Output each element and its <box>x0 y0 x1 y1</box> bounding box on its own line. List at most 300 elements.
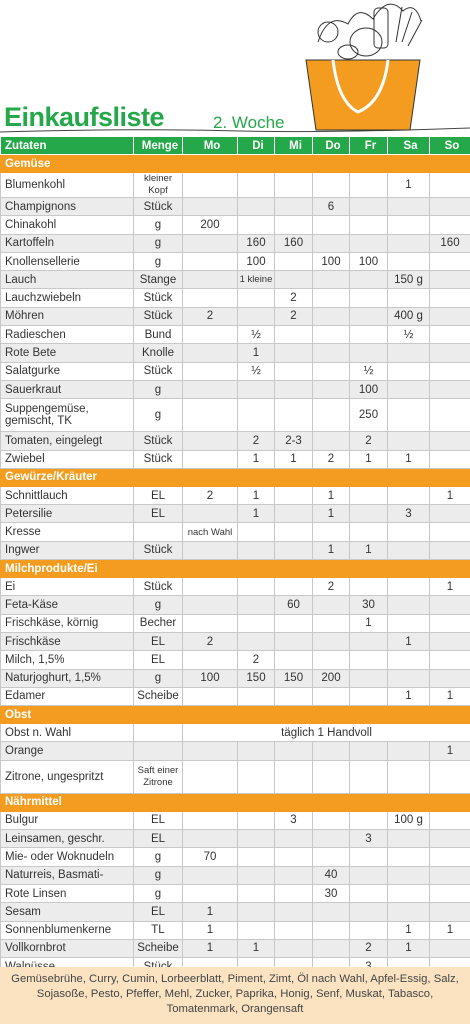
table-cell <box>134 742 183 760</box>
table-cell: Lauch <box>1 271 134 289</box>
table-cell <box>350 307 388 325</box>
table-cell: Mie- oder Woknudeln <box>1 848 134 866</box>
table-row <box>1 866 470 884</box>
table-cell: Kresse <box>1 523 134 541</box>
table-cell <box>350 234 388 252</box>
table-row <box>1 362 470 380</box>
table-cell <box>183 234 238 252</box>
table-cell <box>388 614 430 632</box>
table-cell: g <box>134 252 183 270</box>
table-cell <box>275 760 313 793</box>
table-cell: Milch, 1,5% <box>1 651 134 669</box>
table-cell: 1 <box>430 578 470 596</box>
table-cell: 1 <box>430 486 470 504</box>
table-cell: g <box>134 866 183 884</box>
table-cell <box>350 173 388 198</box>
table-cell: 100 g <box>388 811 430 829</box>
table-cell <box>313 216 350 234</box>
table-row <box>1 289 470 307</box>
table-cell <box>275 271 313 289</box>
section-header <box>1 560 470 578</box>
table-cell <box>430 541 470 559</box>
table-cell <box>275 362 313 380</box>
section-header <box>1 155 470 173</box>
table-cell: g <box>134 669 183 687</box>
table-cell <box>275 921 313 939</box>
table-cell: 160 <box>238 234 275 252</box>
table-cell <box>275 198 313 216</box>
table-cell: 30 <box>350 596 388 614</box>
table-cell <box>388 669 430 687</box>
header <box>0 0 470 138</box>
table-cell: 100 <box>350 380 388 398</box>
table-cell <box>183 271 238 289</box>
table-cell: Vollkornbrot <box>1 939 134 957</box>
table-row <box>1 614 470 632</box>
table-cell <box>350 687 388 705</box>
table-cell <box>313 234 350 252</box>
table-cell <box>313 173 350 198</box>
table-cell <box>350 866 388 884</box>
col-header: Mi <box>275 137 313 155</box>
table-row <box>1 541 470 559</box>
table-cell: g <box>134 234 183 252</box>
table-cell <box>430 903 470 921</box>
table-cell: 2 <box>238 432 275 450</box>
table-cell: nach Wahl <box>183 523 238 541</box>
table-cell <box>183 326 238 344</box>
table-cell: 100 <box>313 252 350 270</box>
table-cell <box>275 486 313 504</box>
table-cell: Zitrone, ungespritzt <box>1 760 134 793</box>
table-cell: Stück <box>134 578 183 596</box>
table-cell: Stück <box>134 450 183 468</box>
table-cell <box>350 903 388 921</box>
table-cell <box>430 505 470 523</box>
table-cell: 6 <box>313 198 350 216</box>
table-cell: g <box>134 380 183 398</box>
table-cell <box>388 884 430 902</box>
table-cell: Rote Bete <box>1 344 134 362</box>
table-cell: 2 <box>350 432 388 450</box>
table-cell: ½ <box>388 326 430 344</box>
table-row <box>1 939 470 957</box>
table-cell <box>313 811 350 829</box>
table-cell <box>388 198 430 216</box>
table-cell: 1 <box>430 742 470 760</box>
table-cell <box>238 289 275 307</box>
table-cell: 3 <box>275 811 313 829</box>
table-cell: 1 <box>430 687 470 705</box>
table-cell <box>350 760 388 793</box>
table-cell <box>183 344 238 362</box>
table-cell: Stück <box>134 432 183 450</box>
table-cell <box>430 362 470 380</box>
table-cell: Edamer <box>1 687 134 705</box>
table-cell <box>388 578 430 596</box>
table-cell: 1 <box>388 632 430 650</box>
table-cell: g <box>134 884 183 902</box>
table-cell <box>430 198 470 216</box>
table-cell <box>275 216 313 234</box>
table-cell: Stange <box>134 271 183 289</box>
table-cell <box>430 432 470 450</box>
table-cell <box>275 903 313 921</box>
table-cell: EL <box>134 830 183 848</box>
table-cell <box>275 632 313 650</box>
section-title: Gemüse <box>1 155 470 173</box>
table-row <box>1 380 470 398</box>
table-cell <box>350 632 388 650</box>
table-cell <box>183 198 238 216</box>
table-cell: 1 <box>350 541 388 559</box>
table-cell: Bulgur <box>1 811 134 829</box>
table-cell <box>238 216 275 234</box>
table-cell <box>430 614 470 632</box>
table-row <box>1 578 470 596</box>
table-cell <box>388 289 430 307</box>
table-cell <box>350 742 388 760</box>
table-row <box>1 632 470 650</box>
table-cell <box>183 811 238 829</box>
table-cell: ½ <box>238 326 275 344</box>
table-row <box>1 830 470 848</box>
table-cell <box>238 884 275 902</box>
table-cell: Zwiebel <box>1 450 134 468</box>
table-cell: Naturreis, Basmati- <box>1 866 134 884</box>
table-cell: 100 <box>183 669 238 687</box>
table-cell: EL <box>134 505 183 523</box>
table-cell: Stück <box>134 198 183 216</box>
table-cell <box>183 541 238 559</box>
table-cell <box>275 939 313 957</box>
table-cell <box>350 486 388 504</box>
table-cell <box>183 760 238 793</box>
table-cell: Ingwer <box>1 541 134 559</box>
table-cell: 160 <box>430 234 470 252</box>
table-cell <box>388 903 430 921</box>
table-cell <box>430 523 470 541</box>
table-cell: 1 <box>238 486 275 504</box>
table-cell: Stück <box>134 541 183 559</box>
table-cell: Kartoffeln <box>1 234 134 252</box>
table-cell: ½ <box>238 362 275 380</box>
table-cell <box>183 614 238 632</box>
table-cell <box>183 289 238 307</box>
table-cell: Suppengemüse, gemischt, TK <box>1 399 134 432</box>
table-cell <box>350 848 388 866</box>
col-header: Do <box>313 137 350 155</box>
table-cell: Frischkäse, körnig <box>1 614 134 632</box>
table-cell: Schnittlauch <box>1 486 134 504</box>
table-cell <box>430 596 470 614</box>
table-cell <box>238 830 275 848</box>
table-cell <box>183 866 238 884</box>
table-cell: 200 <box>183 216 238 234</box>
table-cell: 2 <box>275 289 313 307</box>
table-cell: Lauchzwiebeln <box>1 289 134 307</box>
section-title: Nährmittel <box>1 793 470 811</box>
page-title: Einkaufsliste <box>4 102 165 132</box>
table-cell <box>275 344 313 362</box>
table-cell: g <box>134 596 183 614</box>
table-row <box>1 326 470 344</box>
table-row <box>1 742 470 760</box>
table-cell <box>350 198 388 216</box>
table-cell <box>388 523 430 541</box>
table-cell: Rote Linsen <box>1 884 134 902</box>
table-cell: 150 <box>275 669 313 687</box>
table-cell <box>350 505 388 523</box>
table-cell <box>313 271 350 289</box>
table-cell <box>350 271 388 289</box>
table-cell <box>313 523 350 541</box>
table-row <box>1 198 470 216</box>
table-cell <box>430 939 470 957</box>
table-cell <box>388 541 430 559</box>
table-cell <box>238 921 275 939</box>
table-cell: Frischkäse <box>1 632 134 650</box>
table-cell: 160 <box>275 234 313 252</box>
col-header: Fr <box>350 137 388 155</box>
table-cell <box>430 760 470 793</box>
section-header <box>1 706 470 724</box>
table-cell: 2 <box>183 632 238 650</box>
table-row <box>1 252 470 270</box>
table-cell: Stück <box>134 289 183 307</box>
table-cell: Sonnenblumenkerne <box>1 921 134 939</box>
table-cell <box>388 848 430 866</box>
table-cell <box>313 326 350 344</box>
table-row <box>1 848 470 866</box>
table-cell <box>183 450 238 468</box>
table-cell: 2-3 <box>275 432 313 450</box>
section-header <box>1 468 470 486</box>
table-cell: Sauerkraut <box>1 380 134 398</box>
table-row <box>1 651 470 669</box>
table-cell: 1 <box>388 921 430 939</box>
table-cell <box>430 307 470 325</box>
col-header: Zutaten <box>1 137 134 155</box>
page-subtitle: 2. Woche <box>213 113 285 132</box>
table-cell: 200 <box>313 669 350 687</box>
table-cell: TL <box>134 921 183 939</box>
table-cell <box>275 505 313 523</box>
table-cell: 1 <box>388 450 430 468</box>
table-cell <box>430 289 470 307</box>
table-cell <box>275 884 313 902</box>
table-row <box>1 344 470 362</box>
table-cell <box>430 271 470 289</box>
table-cell: Leinsamen, geschr. <box>1 830 134 848</box>
table-cell: 40 <box>313 866 350 884</box>
table-cell: 1 kleine <box>238 271 275 289</box>
table-row <box>1 760 470 793</box>
table-cell: 250 <box>350 399 388 432</box>
table-row <box>1 271 470 289</box>
table-cell <box>238 399 275 432</box>
table-cell <box>430 632 470 650</box>
table-row <box>1 724 470 742</box>
table-cell <box>275 866 313 884</box>
table-cell <box>350 651 388 669</box>
table-cell: 30 <box>313 884 350 902</box>
table-cell <box>183 399 238 432</box>
table-cell <box>388 344 430 362</box>
table-cell: Chinakohl <box>1 216 134 234</box>
shopping-table <box>0 136 470 976</box>
table-cell <box>313 848 350 866</box>
table-cell: 1 <box>313 541 350 559</box>
table-cell <box>430 830 470 848</box>
table-cell: täglich 1 Handvoll <box>183 724 470 742</box>
table-cell <box>238 848 275 866</box>
table-cell: 2 <box>183 486 238 504</box>
table-cell <box>313 399 350 432</box>
table-cell <box>388 830 430 848</box>
table-cell: Obst n. Wahl <box>1 724 134 742</box>
table-cell: 1 <box>238 505 275 523</box>
table-cell <box>183 651 238 669</box>
table-cell <box>313 830 350 848</box>
section-header <box>1 793 470 811</box>
table-cell <box>134 724 183 742</box>
table-cell <box>388 380 430 398</box>
table-cell <box>430 669 470 687</box>
table-row <box>1 903 470 921</box>
table-cell: 70 <box>183 848 238 866</box>
table-cell: EL <box>134 486 183 504</box>
table-cell <box>430 399 470 432</box>
table-cell: 400 g <box>388 307 430 325</box>
table-cell <box>388 399 430 432</box>
col-header: Sa <box>388 137 430 155</box>
table-cell <box>388 216 430 234</box>
col-header: Mo <box>183 137 238 155</box>
table-cell: g <box>134 216 183 234</box>
table-cell <box>430 450 470 468</box>
table-cell <box>350 669 388 687</box>
table-cell <box>350 811 388 829</box>
table-cell <box>238 760 275 793</box>
col-header: Di <box>238 137 275 155</box>
table-cell <box>313 596 350 614</box>
table-cell <box>275 614 313 632</box>
table-cell <box>350 578 388 596</box>
section-title: Milchprodukte/Ei <box>1 560 470 578</box>
table-cell: EL <box>134 903 183 921</box>
table-cell <box>275 541 313 559</box>
table-row <box>1 399 470 432</box>
table-cell: 1 <box>238 344 275 362</box>
table-cell <box>238 173 275 198</box>
table-row <box>1 450 470 468</box>
table-cell: Petersilie <box>1 505 134 523</box>
table-cell <box>183 432 238 450</box>
table-cell: 1 <box>350 614 388 632</box>
table-cell: 1 <box>388 173 430 198</box>
table-cell: 150 <box>238 669 275 687</box>
table-cell: EL <box>134 811 183 829</box>
table-cell <box>313 289 350 307</box>
table-cell: Salatgurke <box>1 362 134 380</box>
table-cell <box>183 252 238 270</box>
table-cell: 2 <box>350 939 388 957</box>
table-cell: 1 <box>388 687 430 705</box>
table-cell <box>350 884 388 902</box>
table-cell <box>430 651 470 669</box>
table-cell <box>238 632 275 650</box>
table-cell <box>238 380 275 398</box>
table-cell <box>430 252 470 270</box>
footer-note: Gemüsebrühe, Curry, Cumin, Lorbeerblatt, Piment, Zimt, Öl nach Wahl, Apfel-Essig, Salz, Sojasoße, Pesto, Pfeffer, Mehl, Zucker, Paprika, Honig, Senf, Muskat, Tabasco, Tomatenmark, Orangensaft <box>0 967 470 1024</box>
shopping-bag-icon <box>288 2 438 134</box>
table-cell: g <box>134 848 183 866</box>
table-cell <box>183 362 238 380</box>
table-cell: 2 <box>313 578 350 596</box>
table-cell: 1 <box>350 450 388 468</box>
table-cell: Scheibe <box>134 939 183 957</box>
table-cell <box>350 216 388 234</box>
section-title: Obst <box>1 706 470 724</box>
table-cell <box>183 687 238 705</box>
table-cell: 2 <box>275 307 313 325</box>
table-cell <box>275 326 313 344</box>
table-row <box>1 173 470 198</box>
table-cell: EL <box>134 651 183 669</box>
table-cell <box>238 541 275 559</box>
table-cell <box>388 596 430 614</box>
table-cell <box>313 380 350 398</box>
table-cell <box>350 921 388 939</box>
table-cell: g <box>134 399 183 432</box>
table-cell <box>313 362 350 380</box>
table-cell: Ei <box>1 578 134 596</box>
table-cell: 2 <box>238 651 275 669</box>
table-cell <box>275 252 313 270</box>
table-cell <box>183 505 238 523</box>
table-cell: Becher <box>134 614 183 632</box>
table-row <box>1 505 470 523</box>
table-cell <box>430 173 470 198</box>
table-row <box>1 921 470 939</box>
table-cell: 1 <box>388 939 430 957</box>
table-cell: 150 g <box>388 271 430 289</box>
table-cell: 3 <box>388 505 430 523</box>
table-cell <box>275 687 313 705</box>
col-header: So <box>430 137 470 155</box>
table-row <box>1 486 470 504</box>
table-cell: Feta-Käse <box>1 596 134 614</box>
table-cell <box>238 866 275 884</box>
table-row <box>1 596 470 614</box>
table-cell: Möhren <box>1 307 134 325</box>
table-cell <box>275 651 313 669</box>
table-cell: Radieschen <box>1 326 134 344</box>
table-row <box>1 687 470 705</box>
table-cell: 1 <box>183 903 238 921</box>
table-cell <box>388 234 430 252</box>
table-cell: Scheibe <box>134 687 183 705</box>
table-cell: 2 <box>183 307 238 325</box>
table-cell: Tomaten, eingelegt <box>1 432 134 450</box>
table-cell <box>313 939 350 957</box>
table-cell <box>430 380 470 398</box>
table-cell <box>183 742 238 760</box>
table-cell <box>238 687 275 705</box>
table-cell <box>275 399 313 432</box>
table-cell: Saft einer Zitrone <box>134 760 183 793</box>
